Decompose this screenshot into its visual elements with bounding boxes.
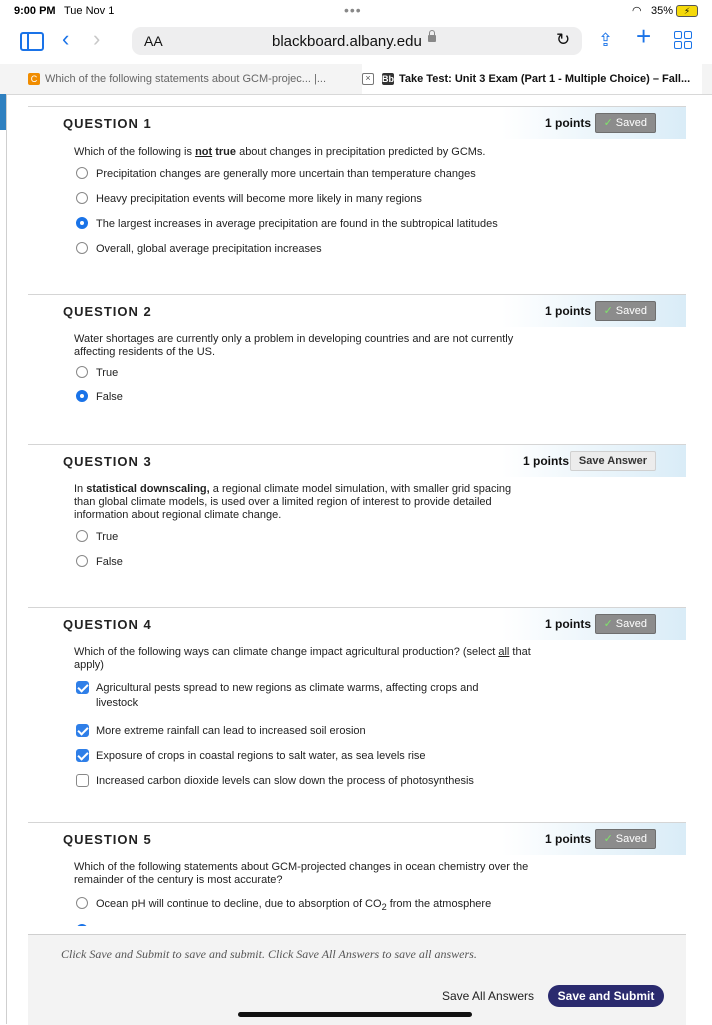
- question-text: Water shortages are currently only a problem in developing countries and are not currently affecting residents of the US.: [74, 333, 514, 358]
- reload-icon[interactable]: ↻: [556, 30, 571, 49]
- footer-instructions: Click Save and Submit to save and submit. Click Save All Answers to save all answers.: [61, 947, 477, 961]
- answer-radio[interactable]: [76, 217, 88, 229]
- check-icon: ✓: [603, 618, 613, 630]
- question-text: In statistical downscaling, a regional climate model simulation, with smaller grid spacing than global climate models, is used over a limited region of interest to provide detailed information about regional climate change.: [74, 483, 512, 521]
- answer-radio[interactable]: [76, 555, 88, 567]
- answer-radio[interactable]: [76, 897, 88, 909]
- content-left-border: [6, 94, 7, 1024]
- saved-badge[interactable]: [595, 113, 656, 133]
- tab-gcm-search[interactable]: [28, 64, 354, 94]
- question-title: QUESTION 5: [63, 832, 152, 847]
- status-date: Tue Nov 1: [64, 5, 115, 17]
- question-header: [28, 294, 686, 327]
- answer-radio[interactable]: [76, 192, 88, 204]
- lock-icon: [428, 35, 436, 42]
- question-title: QUESTION 3: [63, 454, 152, 469]
- plus-icon[interactable]: +: [636, 21, 652, 51]
- question-points: 1 points: [545, 304, 592, 318]
- badge-label: Saved: [615, 305, 647, 317]
- question-text: Which of the following ways can climate change impact agricultural production? (select all that apply): [74, 646, 531, 671]
- badge-label: Saved: [615, 833, 647, 845]
- status-time: 9:00 PM: [14, 5, 56, 17]
- question-header: [28, 822, 686, 855]
- saved-badge[interactable]: [595, 614, 656, 634]
- question-3: [28, 444, 686, 634]
- question-title: QUESTION 4: [63, 617, 152, 632]
- question-title: QUESTION 2: [63, 304, 152, 319]
- url-text[interactable]: blackboard.albany.edu: [272, 33, 422, 50]
- answer-label: Exposure of crops in coastal regions to salt water, as sea levels rise: [96, 750, 426, 762]
- chegg-favicon-icon: C: [28, 73, 40, 85]
- answer-radio[interactable]: [76, 167, 88, 179]
- answer-label: Precipitation changes are generally more uncertain than temperature changes: [96, 168, 476, 180]
- answer-radio[interactable]: [76, 390, 88, 402]
- forward-icon[interactable]: ›: [93, 26, 101, 51]
- answer-label: False: [96, 391, 123, 403]
- back-icon[interactable]: ‹: [62, 26, 70, 51]
- question-points: 1 points: [545, 116, 592, 130]
- answer-radio[interactable]: [76, 366, 88, 378]
- browser-toolbar: [0, 22, 712, 62]
- answer-label: The largest increases in average precipitation are found in the subtropical latitudes: [96, 218, 498, 230]
- check-icon: ✓: [603, 833, 613, 845]
- tabs-icon[interactable]: [674, 31, 692, 49]
- answer-label: Heavy precipitation events will become more likely in many regions: [96, 193, 422, 205]
- answer-checkbox[interactable]: [76, 681, 89, 694]
- address-bar[interactable]: [132, 27, 582, 55]
- tab-label: Take Test: Unit 3 Exam (Part 1 - Multiple Choice) – Fall...: [399, 73, 691, 85]
- badge-label: Save Answer: [578, 455, 647, 467]
- reader-settings-button[interactable]: AA: [144, 33, 163, 49]
- question-points: 1 points: [523, 454, 570, 468]
- wifi-icon: ◠: [632, 5, 642, 17]
- sidebar-icon[interactable]: [20, 32, 44, 51]
- tab-take-test[interactable]: [362, 64, 702, 94]
- answer-radio[interactable]: [76, 242, 88, 254]
- question-points: 1 points: [545, 617, 592, 631]
- saved-badge[interactable]: [595, 301, 656, 321]
- home-indicator[interactable]: [238, 1012, 472, 1017]
- answer-label: More extreme rainfall can lead to increased soil erosion: [96, 725, 366, 737]
- check-icon: ✓: [603, 305, 613, 317]
- answer-checkbox[interactable]: [76, 724, 89, 737]
- answer-label: Agricultural pests spread to new regions as climate warms, affecting crops and livestock: [96, 682, 479, 709]
- question-text: Which of the following is not true about changes in precipitation predicted by GCMs.: [74, 146, 486, 158]
- badge-label: Saved: [615, 117, 647, 129]
- answer-label: True: [96, 367, 119, 379]
- answer-label: Ocean pH will continue to decline, due to absorption of $CO_2$ from the atmosphere: [96, 898, 492, 913]
- save-all-answers-button[interactable]: Save All Answers: [442, 989, 535, 1003]
- battery-charging-icon: ⚡: [676, 5, 698, 17]
- tab-label: Which of the following statements about GCM-projec... |...: [45, 73, 327, 85]
- battery-percentage: 35%: [651, 5, 674, 17]
- share-icon[interactable]: ⇪: [598, 30, 614, 50]
- question-text: Which of the following statements about GCM-projected changes in ocean chemistry over the remainder of the century is most accurate?: [74, 861, 529, 886]
- check-icon: ✓: [603, 117, 613, 129]
- scroll-cutoff: [28, 926, 686, 934]
- close-tab-icon[interactable]: ×: [362, 73, 374, 85]
- badge-label: Saved: [615, 618, 647, 630]
- saved-badge[interactable]: [595, 829, 656, 849]
- question-header: [28, 607, 686, 640]
- answer-label: Overall, global average precipitation increases: [96, 243, 322, 255]
- save-and-submit-button[interactable]: Save and Submit: [548, 985, 664, 1007]
- answer-radio[interactable]: [76, 530, 88, 542]
- tab-strip: [0, 64, 712, 95]
- save-answer-button[interactable]: [570, 451, 656, 471]
- answer-label: True: [96, 531, 119, 543]
- question-header: [28, 106, 686, 139]
- question-points: 1 points: [545, 832, 592, 846]
- question-title: QUESTION 1: [63, 116, 152, 131]
- answer-label: False: [96, 556, 123, 568]
- multitasking-dots-icon[interactable]: •••: [344, 2, 362, 18]
- blackboard-favicon-icon: Bb: [382, 74, 394, 85]
- answer-checkbox[interactable]: [76, 774, 89, 787]
- answer-label: Increased carbon dioxide levels can slow down the process of photosynthesis: [96, 775, 474, 787]
- answer-checkbox[interactable]: [76, 749, 89, 762]
- question-4: [28, 607, 686, 797]
- question-header: [28, 444, 686, 477]
- question-1: [28, 106, 686, 296]
- status-bar: [0, 0, 712, 22]
